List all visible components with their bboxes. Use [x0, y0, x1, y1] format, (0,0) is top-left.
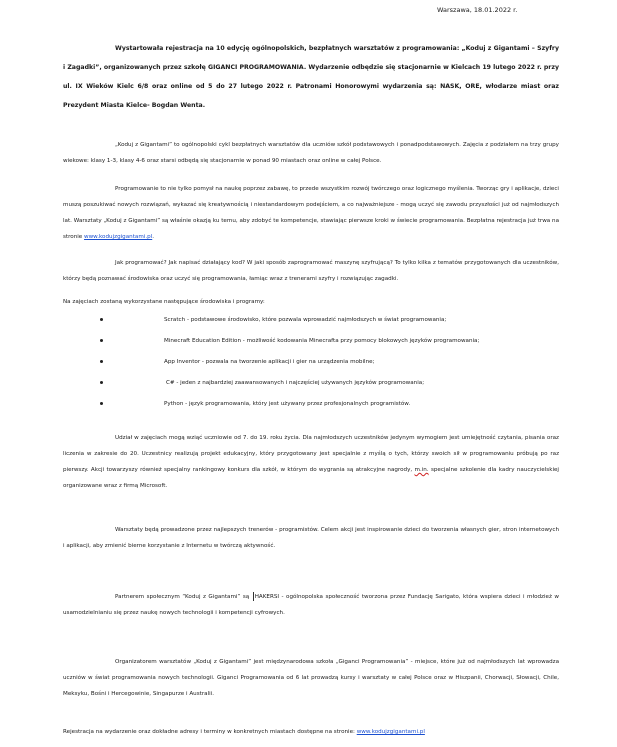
- bullet-icon: [100, 318, 103, 321]
- bullet-icon: [100, 360, 103, 363]
- paragraph-programming: Programowanie to nie tylko pomysł na naukę poprzez zabawę, to przede wszystkim rozwój twórczego oraz logicznego myślenia. Tworząc gry i aplikacje, dzieci muszą poszukiwać nowych rozwiązań, wykazać się kreatywnością i niestandardowym podejściem, a co najważniejsze - mogą uczyć się zawodu przyszłości już od najmłodszych lat. Warsztaty „Koduj z Gigantami” są właśnie okazją ku temu, aby zdobyć te kompetencje, stawiając pierwsze kroki w świecie programowania. Bezpłatna rejestracja już trwa na stronie www.kodujzgigantami.pl.: [63, 186, 559, 240]
- lead-paragraph: Wystartowała rejestracja na 10 edycję ogólnopolskich, bezpłatnych warsztatów z programowania: „Koduj z Gigantami – Szyfry i Zagadki”, organizowanych przez szkołę GIGANCI PROGRAMOWANIA. Wydarzenie odbędzie się stacjonarnie w Kielcach 19 lutego 2022 r. przy ul. IX Wieków Kielc 6/8 oraz online od 5 do 27 lutego 2022 r. Patronami Honorowymi wydarzenia są: NASK, ORE, włodarze miast oraz Prezydent Miasta Kielce- Bogdan Wenta.: [63, 45, 559, 109]
- tools-list: [100, 315, 520, 420]
- paragraph-topics: Jak programować? Jak napisać działający kod? W jaki sposób zaprogramować maszynę szyfrującą? To tylko kilka z tematów przygotowanych dla uczestników, którzy będą poznawać środowiska oraz uczyć się programowania, łamiąc wraz z trenerami szyfry i rozwiązując zagadki.: [63, 260, 559, 282]
- registration-link[interactable]: www.kodujzgigantami.pl: [84, 234, 153, 240]
- list-item: C# - jeden z najbardziej zaawansowanych i najczęściej używanych języków programowania;: [100, 378, 520, 399]
- bullet-icon: [100, 381, 103, 384]
- list-item: Minecraft Education Edition - możliwość kodowania Minecrafta przy pomocy blokowych języków programowania;: [100, 336, 520, 357]
- paragraph-participation: Udział w zajęciach mogą wziąć uczniowie od 7. do 19. roku życia. Dla najmłodszych uczestników jedynym wymogiem jest umiejętność czytania, pisania oraz liczenia w zakresie do 20. Uczestnicy realizują projekt edukacyjny, który przygotowany jest specjalnie z myślą o tych, którzy swoich sił w programowaniu próbują po raz pierwszy. Akcji towarzyszy również specjalny rankingowy konkurs dla szkół, w którym do wygrania są atrakcyjne nagrody, m.in. specjalne szkolenie dla kadry nauczycielskiej organizowane wraz z firmą Microsoft.: [63, 435, 559, 489]
- bullet-icon: [100, 339, 103, 342]
- paragraph-organizer: Organizatorem warsztatów „Koduj z Gigantami” jest międzynarodowa szkoła „Giganci Programowania” - miejsce, które już od najmłodszych lat wprowadza uczniów w świat programowania nowych technologii. Giganci Programowania od 6 lat prowadzą kursy i warsztaty w całej Polsce oraz w Hiszpanii, Chorwacji, Słowacji, Chile, Meksyku, Bośni i Hercegowinie, Singapurze i Australii.: [63, 659, 559, 697]
- list-item: App Inventor - pozwala na tworzenie aplikacji i gier na urządzenia mobilne;: [100, 357, 520, 378]
- spellcheck-marked-word[interactable]: m.in.: [414, 467, 429, 473]
- list-item: Python - język programowania, który jest używany przez profesjonalnych programistów.: [100, 399, 520, 420]
- document-date: Warszawa, 18.01.2022 r.: [437, 6, 518, 14]
- list-intro: Na zajęciach zostaną wykorzystane następujące środowiska i programy:: [63, 299, 265, 305]
- bullet-icon: [100, 402, 103, 405]
- paragraph-trainers: Warsztaty będą prowadzone przez najlepszych trenerów - programistów. Celem akcji jest inspirowanie dzieci do tworzenia własnych gier, stron internetowych i aplikacji, aby zmienić bierne korzystanie z Internetu w twórczą aktywność.: [63, 527, 559, 549]
- paragraph-partner: Partnerem społecznym “Koduj z Gigantami” są HAKERSI - ogólnopolska społeczność tworzona przez Fundację Sarigato, która wspiera dzieci i młodzież w usamodzielnianiu się przez naukę nowych technologii i kompetencji cyfrowych.: [63, 594, 559, 616]
- paragraph-programming-text: Programowanie to nie tylko pomysł na naukę poprzez zabawę, to przede wszystkim rozwój twórczego oraz logicznego myślenia. Tworząc gry i aplikacje, dzieci muszą poszukiwać nowych rozwiązań, wykazać się kreatywnością i niestandardowym podejściem, a co najważniejsze - mogą uczyć się zawodu przyszłości już od najmłodszych lat. Warsztaty „Koduj z Gigantami” są właśnie okazją ku temu, aby zdobyć te kompetencje, stawiając pierwsze kroki w świecie programowania. Bezpłatna rejestracja już trwa na stronie: [63, 186, 559, 240]
- paragraph-intro: „Koduj z Gigantami” to ogólnopolski cykl bezpłatnych warsztatów dla uczniów szkół podstawowych i ponadpodstawowych. Zajęcia z podziałem na trzy grupy wiekowe: klasy 1-3, klasy 4-6 oraz starsi odbędą się stacjonarnie w ponad 90 miastach oraz online w całej Polsce.: [63, 142, 559, 164]
- footer-link[interactable]: www.kodujzgigantami.pl: [356, 729, 425, 735]
- list-item: Scratch - podstawowe środowisko, które pozwala wprowadzić najmłodszych w świat programowania;: [100, 315, 520, 336]
- footer-registration: Rejestracja na wydarzenie oraz dokładne adresy i terminy w konkretnych miastach dostępne na stronie: www.kodujzgigantami.pl: [63, 729, 425, 735]
- text-cursor: [253, 592, 254, 601]
